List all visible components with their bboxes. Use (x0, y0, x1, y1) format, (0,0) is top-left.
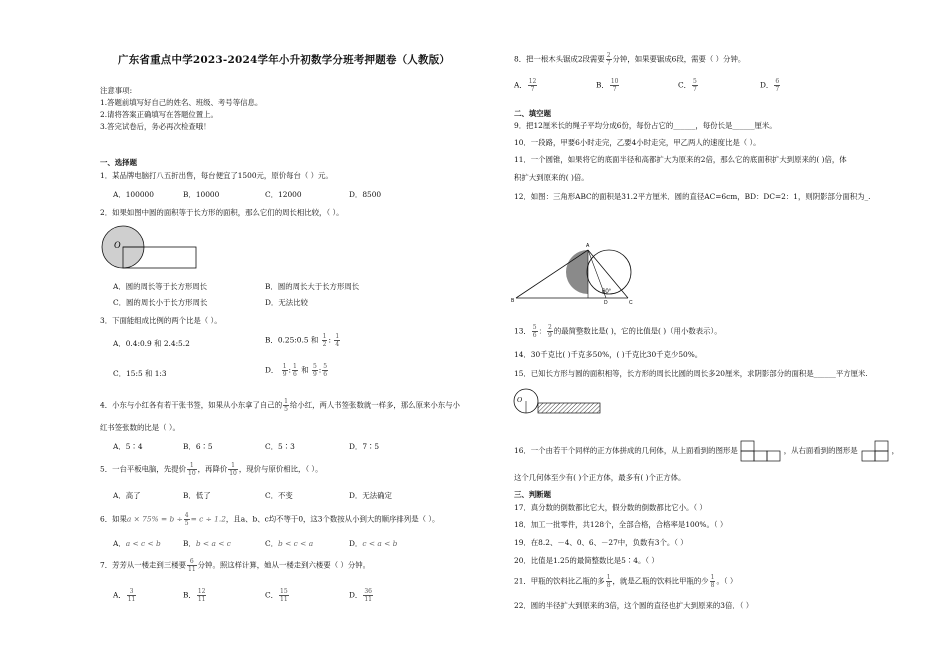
q4-option-a: A．5∶4 (113, 442, 143, 451)
q3-option-a: A．0.4:0.9 和 2.4:5.2 (113, 339, 190, 348)
page-title: 广东省重点中学2023-2024学年小升初数学分班考押题卷（人教版） (118, 54, 451, 66)
q12-label-c: C (629, 300, 633, 306)
question-11-cont: 积扩大到原来的( )倍。 (514, 173, 589, 182)
section-fill: 二、填空题 (514, 109, 551, 118)
question-5: 5．一台平板电脑，先提价 $\frac{1}{10}$ ，再降价 $\frac{1}{10}$ ，现价与原价相比，（ ）。 (100, 462, 323, 477)
question-8: 8．把一根木头锯成2段需要 $\frac{2}{7}$ 分钟，如果要锯成6段，需要（ ）分钟。 (514, 52, 746, 67)
question-7: 7．芳芳从一楼走到三楼要 $\frac{6}{11}$ 分钟。照这样计算，她从一楼走到六楼要（ ）分钟。 (100, 558, 370, 573)
section-choice: 一、选择题 (100, 158, 137, 167)
q7-option-c: C． $\frac{15}{11}$ (265, 588, 288, 603)
question-13: 13． $\frac{5}{6}$ ： $\frac{2}{9}$ 的最简整数比是( )，它的比值是( )（用小数表示）。 (514, 324, 722, 339)
q7-option-b: B． $\frac{12}{11}$ (183, 588, 206, 603)
question-15: 15．已知长方形与圆的面积相等，长方形的周长比圆的周长多20厘米，求阴影部分的面积是______平方厘米. (514, 369, 868, 378)
q2-circle-rectangle-figure (100, 224, 200, 274)
q12-label-d: D (604, 300, 608, 306)
question-2: 2．如果如图中圆的面积等于长方形的面积，那么它们的周长相比较，（ ）。 (100, 208, 344, 217)
q6-option-d: D．c < a < b (349, 539, 398, 548)
q12-label-a: A (586, 243, 590, 249)
q8-option-b: B． $\frac{10}{7}$ (596, 78, 619, 93)
question-4-cont: 红书签张数的比是（ ）。 (100, 423, 180, 432)
q6-option-b: B．b < a < c (183, 539, 231, 548)
question-17: 17．真分数的倒数都比它大，假分数的倒数都比它小。（ ） (514, 503, 707, 512)
q3-option-b: B．0.25:0.5 和 $\frac{1}{2}$ : $\frac{1}{4}$ (265, 333, 340, 348)
question-20: 20．比值是1.25的最简整数比是5∶4。（ ） (514, 556, 659, 565)
question-14: 14．30千克比( )千克多50%，( )千克比30千克少50%。 (514, 350, 703, 359)
notice-item: 3.答完试卷后，务必再次检查哦！ (100, 122, 211, 131)
q2-center-label: O (114, 240, 121, 250)
q1-option-a: A．100000 (113, 190, 154, 199)
question-19: 19．在8.2、－4、0、6、－27中，负数有3个。（ ） (514, 538, 688, 547)
q2-option-b: B．圆的周长大于长方形周长 (265, 282, 360, 291)
q2-option-c: C．圆的周长小于长方形周长 (113, 298, 208, 307)
q6-option-c: C．b < c < a (265, 539, 314, 548)
q8-option-d: D． $\frac{6}{7}$ (760, 78, 780, 93)
notice-heading: 注意事项: (100, 86, 133, 95)
q5-option-b: B．低了 (183, 491, 211, 500)
q5-option-c: C．不变 (265, 491, 293, 500)
notice-item: 2.请将答案正确填写在答题位置上。 (100, 110, 218, 119)
q6-option-a: A．a < c < b (113, 539, 161, 548)
question-6: 6．如果a × 75% = b ÷ $\frac{4}{5}$ = c ÷ 1.2，且a、b、c均不等于0，这3个数按从小到大的顺序排列是（ ）。 (100, 512, 440, 527)
q12-angle-label: 60° (602, 289, 612, 295)
q4-option-d: D．7∶5 (349, 442, 380, 451)
q12-label-b: B (511, 298, 515, 304)
question-22: 22．圆的半径扩大到原来的3倍，这个圆的直径也扩大到原来的3倍．（ ） (514, 601, 754, 610)
q5-option-a: A．高了 (113, 491, 141, 500)
q15-center-label: O (517, 396, 523, 404)
q4-option-b: B．6∶5 (183, 442, 213, 451)
q8-option-c: C． $\frac{5}{7}$ (678, 78, 697, 93)
question-11: 11．一个圆锥，如果将它的底面半径和高都扩大为原来的2倍，那么它的底面积扩大到原来的( )倍，体 (514, 155, 847, 164)
question-9: 9．把12厘米长的绳子平均分成6份，每份占它的______，每份长是______厘米。 (514, 121, 777, 130)
question-10: 10．一段路，甲要6小时走完，乙要4小时走完，甲乙两人的速度比是（ ）。 (514, 138, 761, 147)
question-21: 21．甲瓶的饮料比乙瓶的多 $\frac{1}{8}$ ，就是乙瓶的饮料比甲瓶的少 $\frac{1}{8}$ 。（ ） (514, 574, 738, 589)
question-16-cont: 这个几何体至少有( )个正方体，最多有( )个正方体。 (514, 473, 686, 482)
question-18: 18．加工一批零件，共128个，全部合格，合格率是100%。（ ） (514, 520, 728, 529)
q3-option-d: D． $\frac{1}{9}$ : $\frac{1}{6}$ 和 $\frac{5}{9}$ : $\frac{5}{6}$ (265, 363, 328, 378)
question-4: 4．小东与小红各有若干张书签，如果从小东拿了自己的 $\frac{1}{5}$ 给小红，两人书签张数就一样多，那么原来小东与小 (100, 398, 460, 413)
q2-option-a: A．圆的周长等于长方形周长 (113, 282, 208, 291)
q15-circle-rectangle-figure (512, 387, 608, 417)
question-12: 12．如图：三角形ABC的面积是31.2平方厘米．圆的直径AC=6cm，BD：DC=2：1，则阴影部分面积为_. (514, 192, 871, 201)
q1-option-c: C．12000 (265, 190, 302, 199)
q7-option-d: D． $\frac{36}{11}$ (349, 588, 372, 603)
notice-item: 1.答题前填写好自己的姓名、班级、考号等信息。 (100, 98, 263, 107)
question-16: 16．一个由若干个同样的正方体拼成的几何体，从上面看到的图形是 ，从右面看到的图形是 ， (514, 440, 899, 462)
q1-option-d: D．8500 (349, 190, 382, 199)
q12-triangle-circle-figure (508, 240, 648, 306)
q16-right-view-figure (860, 440, 890, 462)
q7-option-a: A． $\frac{3}{11}$ (113, 588, 136, 603)
q5-option-d: D．无法确定 (349, 491, 392, 500)
question-3: 3．下面能组成比例的两个比是（ ）。 (100, 316, 222, 325)
q3-option-c: C．15:5 和 1:3 (113, 369, 167, 378)
q1-option-b: B．10000 (183, 190, 220, 199)
q4-option-c: C．5∶3 (265, 442, 295, 451)
q8-option-a: A． $\frac{12}{7}$ (514, 78, 537, 93)
question-1: 1．某品牌电脑打八五折出售，每台便宜了1500元，原价每台（ ）元。 (100, 171, 333, 180)
q2-option-d: D．无法比较 (265, 298, 308, 307)
q16-top-view-figure (740, 440, 782, 462)
section-judge: 三、判断题 (514, 490, 551, 499)
